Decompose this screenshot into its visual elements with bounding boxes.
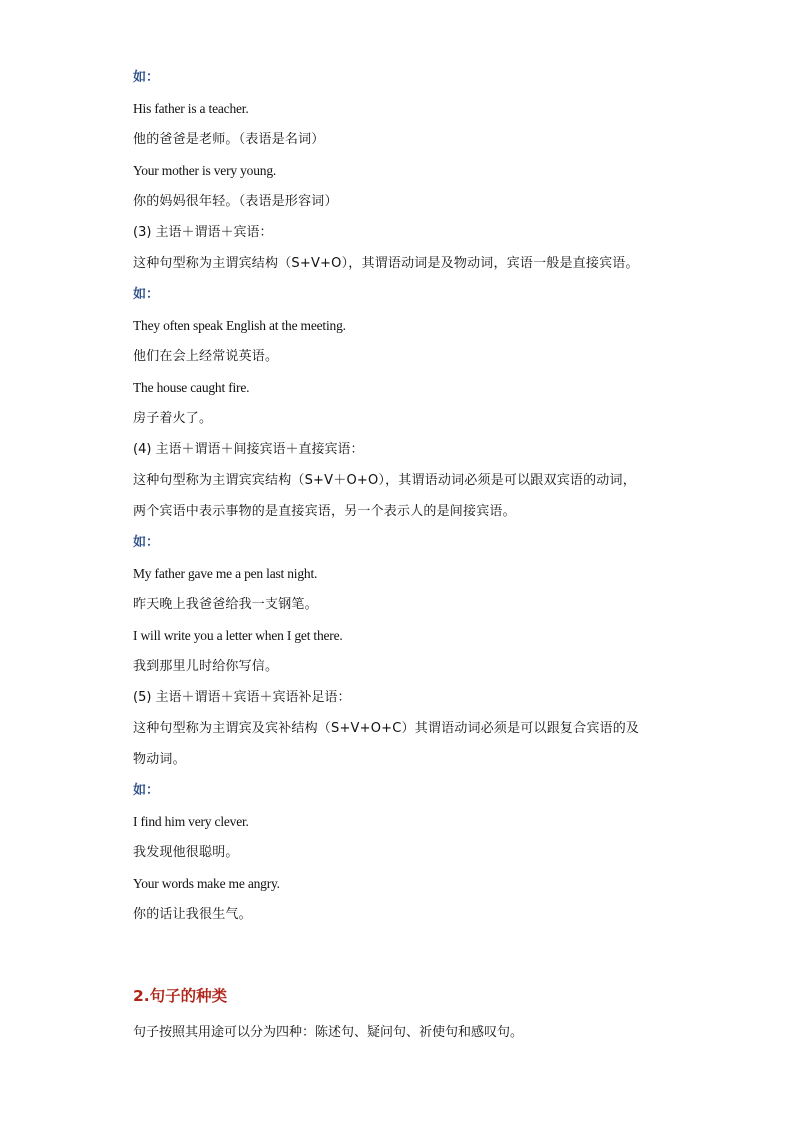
chinese-text-line: 两个宾语中表示事物的是直接宾语，另一个表示人的是间接宾语。 [133,504,516,519]
chinese-text-line: 昨天晚上我爸爸给我一支钢笔。 [133,597,318,612]
english-example-sentence: The house caught fire. [133,380,250,395]
chinese-text-line: 他的爸爸是老师。（表语是名词） [133,132,325,147]
chinese-text-line: 我发现他很聪明。 [133,845,239,860]
sentence-pattern-heading: (4) 主语＋谓语＋间接宾语＋直接宾语： [133,442,364,457]
chinese-text-line: 房子着火了。 [133,411,213,426]
chinese-text-line: 物动词。 [133,752,186,767]
section-paragraph: 句子按照其用途可以分为四种：陈述句、疑问句、祈使句和感叹句。 [133,1025,524,1040]
section-heading: 2.句子的种类 [133,987,228,1005]
chinese-text-line: 我到那里儿时给你写信。 [133,659,279,674]
english-example-sentence: I find him very clever. [133,814,249,829]
english-example-sentence: Your words make me angry. [133,876,280,891]
example-label: 如： [133,70,160,85]
example-label: 如： [133,535,160,550]
chinese-text-line: 你的妈妈很年轻。（表语是形容词） [133,194,338,209]
chinese-text-line: 这种句型称为主谓宾结构（S+V+O），其谓语动词是及物动词，宾语一般是直接宾语。 [133,256,639,271]
sentence-pattern-heading: (3) 主语＋谓语＋宾语： [133,225,273,240]
example-label: 如： [133,287,160,302]
english-example-sentence: Your mother is very young. [133,163,277,178]
english-example-sentence: They often speak English at the meeting. [133,318,346,333]
english-example-sentence: My father gave me a pen last night. [133,566,318,581]
chinese-text-line: 他们在会上经常说英语。 [133,349,279,364]
chinese-text-line: 你的话让我很生气。 [133,907,252,922]
chinese-text-line: 这种句型称为主谓宾宾结构（S+V＋O+O），其谓语动词必须是可以跟双宾语的动词， [133,473,636,488]
english-example-sentence: His father is a teacher. [133,101,249,116]
example-label: 如： [133,783,160,798]
chinese-text-line: 这种句型称为主谓宾及宾补结构（S+V+O+C）其谓语动词必须是可以跟复合宾语的及 [133,721,640,736]
english-example-sentence: I will write you a letter when I get there. [133,628,343,643]
document-body [133,62,693,930]
sentence-pattern-heading: (5) 主语＋谓语＋宾语＋宾语补足语： [133,690,351,705]
